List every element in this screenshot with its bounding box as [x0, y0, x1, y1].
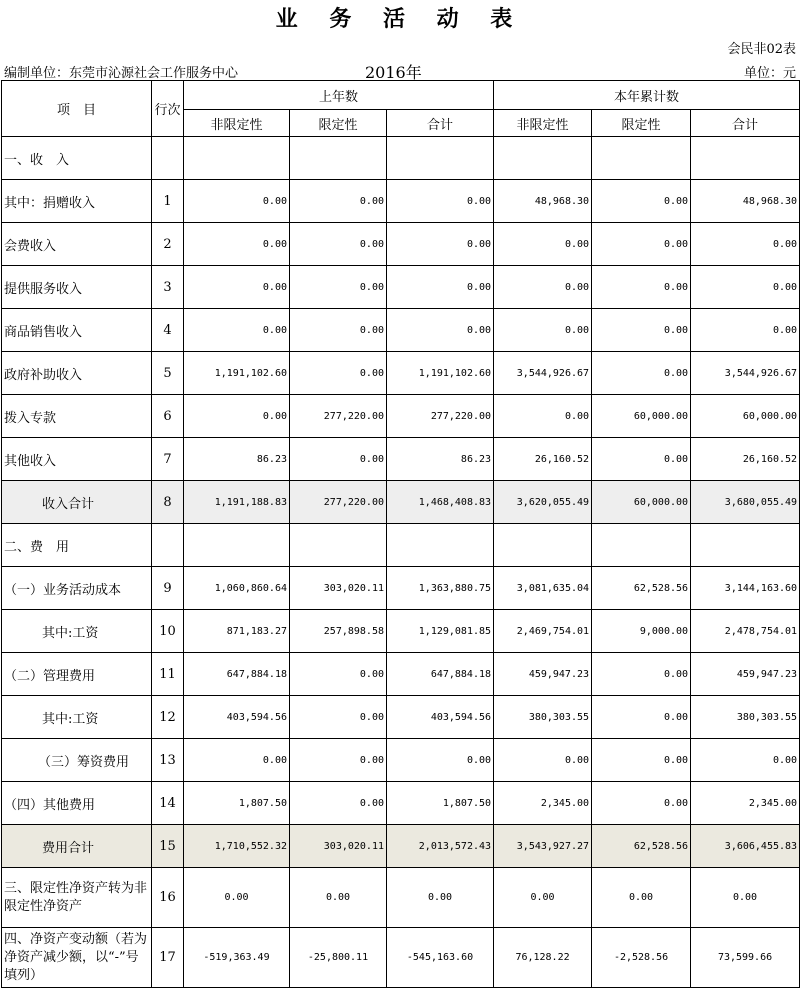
cell-prev-unrestricted: 0.00	[184, 739, 290, 782]
row-label: （一）业务活动成本	[2, 567, 152, 610]
report-title: 业 务 活 动 表	[275, 6, 525, 32]
table-row-expense-total	[2, 825, 800, 868]
cell-cur-total	[691, 524, 800, 567]
row-label: 其中:工资	[2, 696, 152, 739]
cell-prev-unrestricted: 403,594.56	[184, 696, 290, 739]
cell-cur-total: 0.00	[691, 223, 800, 266]
org-label: 编制单位：东莞市沁源社会工作服务中心	[4, 66, 239, 81]
table-row	[2, 868, 800, 928]
col-header-prev-unrestricted: 非限定性	[184, 110, 290, 137]
cell-cur-total: 0.00	[691, 309, 800, 352]
cell-cur-unrestricted: 3,620,055.49	[494, 481, 592, 524]
row-seq: 3	[152, 266, 184, 309]
cell-prev-restricted: 0.00	[290, 266, 387, 309]
cell-cur-total: 0.00	[691, 739, 800, 782]
cell-prev-restricted: 277,220.00	[290, 481, 387, 524]
cell-cur-total: 2,478,754.01	[691, 610, 800, 653]
row-seq: 7	[152, 438, 184, 481]
cell-cur-total: 3,680,055.49	[691, 481, 800, 524]
table-row	[2, 739, 800, 782]
row-label: 四、净资产变动额（若为净资产减少额，以“-”号填列）	[2, 928, 152, 988]
table-row	[2, 137, 800, 180]
cell-prev-unrestricted: 1,191,102.60	[184, 352, 290, 395]
cell-prev-restricted: -25,800.11	[290, 928, 387, 988]
row-label: 提供服务收入	[2, 266, 152, 309]
row-label: （二）管理费用	[2, 653, 152, 696]
row-label: 三、限定性净资产转为非限定性净资产	[2, 868, 152, 928]
cell-prev-restricted: 0.00	[290, 653, 387, 696]
cell-cur-restricted: 0.00	[592, 352, 691, 395]
row-seq: 13	[152, 739, 184, 782]
cell-prev-unrestricted: 86.23	[184, 438, 290, 481]
cell-prev-restricted: 257,898.58	[290, 610, 387, 653]
row-label: 二、费 用	[2, 524, 152, 567]
cell-cur-unrestricted: 3,543,927.27	[494, 825, 592, 868]
cell-cur-restricted: 60,000.00	[592, 395, 691, 438]
row-label: 政府补助收入	[2, 352, 152, 395]
cell-prev-total: 2,013,572.43	[387, 825, 494, 868]
cell-cur-unrestricted: 2,469,754.01	[494, 610, 592, 653]
cell-prev-restricted: 0.00	[290, 782, 387, 825]
cell-prev-restricted: 303,020.11	[290, 567, 387, 610]
report-header-info	[2, 60, 798, 80]
row-label: 其中:工资	[2, 610, 152, 653]
cell-prev-total: 0.00	[387, 868, 494, 928]
table-row	[2, 438, 800, 481]
table-row	[2, 696, 800, 739]
table-row	[2, 653, 800, 696]
table-row	[2, 395, 800, 438]
cell-prev-unrestricted: 0.00	[184, 868, 290, 928]
cell-cur-restricted: 60,000.00	[592, 481, 691, 524]
cell-cur-total: 2,345.00	[691, 782, 800, 825]
cell-cur-total: 0.00	[691, 266, 800, 309]
cell-cur-unrestricted: 26,160.52	[494, 438, 592, 481]
row-label: 其他收入	[2, 438, 152, 481]
cell-prev-unrestricted: 871,183.27	[184, 610, 290, 653]
cell-cur-unrestricted: 48,968.30	[494, 180, 592, 223]
row-seq: 8	[152, 481, 184, 524]
table-row	[2, 309, 800, 352]
cell-prev-restricted	[290, 524, 387, 567]
cell-cur-restricted: 0.00	[592, 696, 691, 739]
cell-cur-total: 3,544,926.67	[691, 352, 800, 395]
row-seq: 11	[152, 653, 184, 696]
cell-cur-total: 73,599.66	[691, 928, 800, 988]
cell-cur-unrestricted: 0.00	[494, 395, 592, 438]
cell-prev-unrestricted	[184, 137, 290, 180]
cell-prev-unrestricted: 0.00	[184, 309, 290, 352]
cell-prev-total: 1,191,102.60	[387, 352, 494, 395]
cell-cur-total: 48,968.30	[691, 180, 800, 223]
cell-cur-total: 3,606,455.83	[691, 825, 800, 868]
cell-cur-unrestricted: 0.00	[494, 223, 592, 266]
row-label: 商品销售收入	[2, 309, 152, 352]
cell-prev-total: 1,807.50	[387, 782, 494, 825]
currency-unit: 单位：元	[743, 66, 796, 81]
cell-prev-restricted: 303,020.11	[290, 825, 387, 868]
col-header-cur-restricted: 限定性	[592, 110, 691, 137]
cell-cur-restricted: 62,528.56	[592, 567, 691, 610]
col-header-cur-year: 本年累计数	[494, 81, 800, 110]
cell-prev-total: 86.23	[387, 438, 494, 481]
col-header-seq: 行次	[152, 81, 184, 137]
cell-cur-restricted	[592, 137, 691, 180]
cell-prev-total: 0.00	[387, 309, 494, 352]
cell-prev-restricted: 0.00	[290, 180, 387, 223]
cell-prev-unrestricted: 647,884.18	[184, 653, 290, 696]
cell-cur-unrestricted: 0.00	[494, 309, 592, 352]
cell-prev-total: 403,594.56	[387, 696, 494, 739]
cell-cur-restricted: 0.00	[592, 782, 691, 825]
col-header-prev-total: 合计	[387, 110, 494, 137]
col-header-item: 项 目	[2, 81, 152, 137]
cell-prev-restricted: 0.00	[290, 438, 387, 481]
cell-prev-total	[387, 524, 494, 567]
cell-cur-restricted: 9,000.00	[592, 610, 691, 653]
row-label: （四）其他费用	[2, 782, 152, 825]
cell-prev-unrestricted: 0.00	[184, 395, 290, 438]
row-seq: 15	[152, 825, 184, 868]
cell-prev-unrestricted: 0.00	[184, 266, 290, 309]
row-seq: 17	[152, 928, 184, 988]
cell-cur-restricted: 0.00	[592, 266, 691, 309]
row-label: 其中：捐赠收入	[2, 180, 152, 223]
row-seq: 1	[152, 180, 184, 223]
row-seq: 12	[152, 696, 184, 739]
cell-prev-unrestricted: 0.00	[184, 223, 290, 266]
cell-cur-total: 380,303.55	[691, 696, 800, 739]
cell-prev-unrestricted: 0.00	[184, 180, 290, 223]
cell-prev-total: 647,884.18	[387, 653, 494, 696]
cell-cur-total: 26,160.52	[691, 438, 800, 481]
row-seq: 16	[152, 868, 184, 928]
cell-cur-restricted: 0.00	[592, 223, 691, 266]
table-row	[2, 223, 800, 266]
cell-cur-restricted	[592, 524, 691, 567]
row-seq: 5	[152, 352, 184, 395]
cell-cur-unrestricted: 2,345.00	[494, 782, 592, 825]
table-row	[2, 266, 800, 309]
cell-prev-restricted: 277,220.00	[290, 395, 387, 438]
cell-cur-total: 459,947.23	[691, 653, 800, 696]
cell-cur-unrestricted: 76,128.22	[494, 928, 592, 988]
cell-cur-total: 3,144,163.60	[691, 567, 800, 610]
cell-cur-restricted: 0.00	[592, 739, 691, 782]
cell-prev-unrestricted: 1,060,860.64	[184, 567, 290, 610]
cell-cur-total: 60,000.00	[691, 395, 800, 438]
activity-table	[1, 80, 800, 988]
cell-prev-restricted	[290, 137, 387, 180]
cell-prev-restricted: 0.00	[290, 309, 387, 352]
cell-prev-restricted: 0.00	[290, 868, 387, 928]
cell-cur-unrestricted: 459,947.23	[494, 653, 592, 696]
row-seq: 6	[152, 395, 184, 438]
cell-cur-restricted: 62,528.56	[592, 825, 691, 868]
cell-prev-unrestricted: 1,807.50	[184, 782, 290, 825]
row-seq: 14	[152, 782, 184, 825]
cell-cur-restricted: 0.00	[592, 309, 691, 352]
cell-cur-unrestricted: 0.00	[494, 868, 592, 928]
report-year: 2016年	[365, 63, 422, 82]
cell-prev-total: 1,129,081.85	[387, 610, 494, 653]
table-row	[2, 180, 800, 223]
table-row	[2, 567, 800, 610]
cell-prev-total: 1,363,880.75	[387, 567, 494, 610]
cell-cur-total: 0.00	[691, 868, 800, 928]
col-header-cur-unrestricted: 非限定性	[494, 110, 592, 137]
row-seq	[152, 524, 184, 567]
table-row	[2, 524, 800, 567]
cell-cur-unrestricted	[494, 524, 592, 567]
row-label: （三）筹资费用	[2, 739, 152, 782]
col-header-prev-year: 上年数	[184, 81, 494, 110]
cell-cur-unrestricted: 3,544,926.67	[494, 352, 592, 395]
row-seq: 10	[152, 610, 184, 653]
cell-prev-total: 277,220.00	[387, 395, 494, 438]
cell-prev-total: 0.00	[387, 266, 494, 309]
cell-prev-restricted: 0.00	[290, 352, 387, 395]
cell-cur-unrestricted: 0.00	[494, 739, 592, 782]
row-label: 一、收 入	[2, 137, 152, 180]
row-seq	[152, 137, 184, 180]
cell-cur-restricted: 0.00	[592, 868, 691, 928]
cell-prev-unrestricted: 1,191,188.83	[184, 481, 290, 524]
cell-cur-restricted: -2,528.56	[592, 928, 691, 988]
row-seq: 4	[152, 309, 184, 352]
table-row-income-total	[2, 481, 800, 524]
cell-prev-total: 0.00	[387, 223, 494, 266]
cell-cur-total	[691, 137, 800, 180]
cell-prev-unrestricted: -519,363.49	[184, 928, 290, 988]
cell-prev-unrestricted	[184, 524, 290, 567]
table-row	[2, 610, 800, 653]
cell-cur-unrestricted: 0.00	[494, 266, 592, 309]
row-label: 收入合计	[2, 481, 152, 524]
cell-prev-total: 1,468,408.83	[387, 481, 494, 524]
table-row	[2, 928, 800, 988]
cell-cur-unrestricted: 380,303.55	[494, 696, 592, 739]
cell-cur-restricted: 0.00	[592, 180, 691, 223]
cell-prev-restricted: 0.00	[290, 223, 387, 266]
row-seq: 9	[152, 567, 184, 610]
row-label: 拨入专款	[2, 395, 152, 438]
cell-prev-unrestricted: 1,710,552.32	[184, 825, 290, 868]
row-seq: 2	[152, 223, 184, 266]
col-header-prev-restricted: 限定性	[290, 110, 387, 137]
cell-prev-total: 0.00	[387, 739, 494, 782]
cell-prev-total: -545,163.60	[387, 928, 494, 988]
cell-prev-restricted: 0.00	[290, 739, 387, 782]
col-header-cur-total: 合计	[691, 110, 800, 137]
form-code: 会民非02表	[727, 42, 796, 57]
cell-prev-total	[387, 137, 494, 180]
cell-cur-restricted: 0.00	[592, 653, 691, 696]
cell-cur-restricted: 0.00	[592, 438, 691, 481]
cell-prev-restricted: 0.00	[290, 696, 387, 739]
cell-cur-unrestricted: 3,081,635.04	[494, 567, 592, 610]
table-row	[2, 352, 800, 395]
cell-prev-total: 0.00	[387, 180, 494, 223]
cell-cur-unrestricted	[494, 137, 592, 180]
row-label: 费用合计	[2, 825, 152, 868]
row-label: 会费收入	[2, 223, 152, 266]
table-row	[2, 782, 800, 825]
